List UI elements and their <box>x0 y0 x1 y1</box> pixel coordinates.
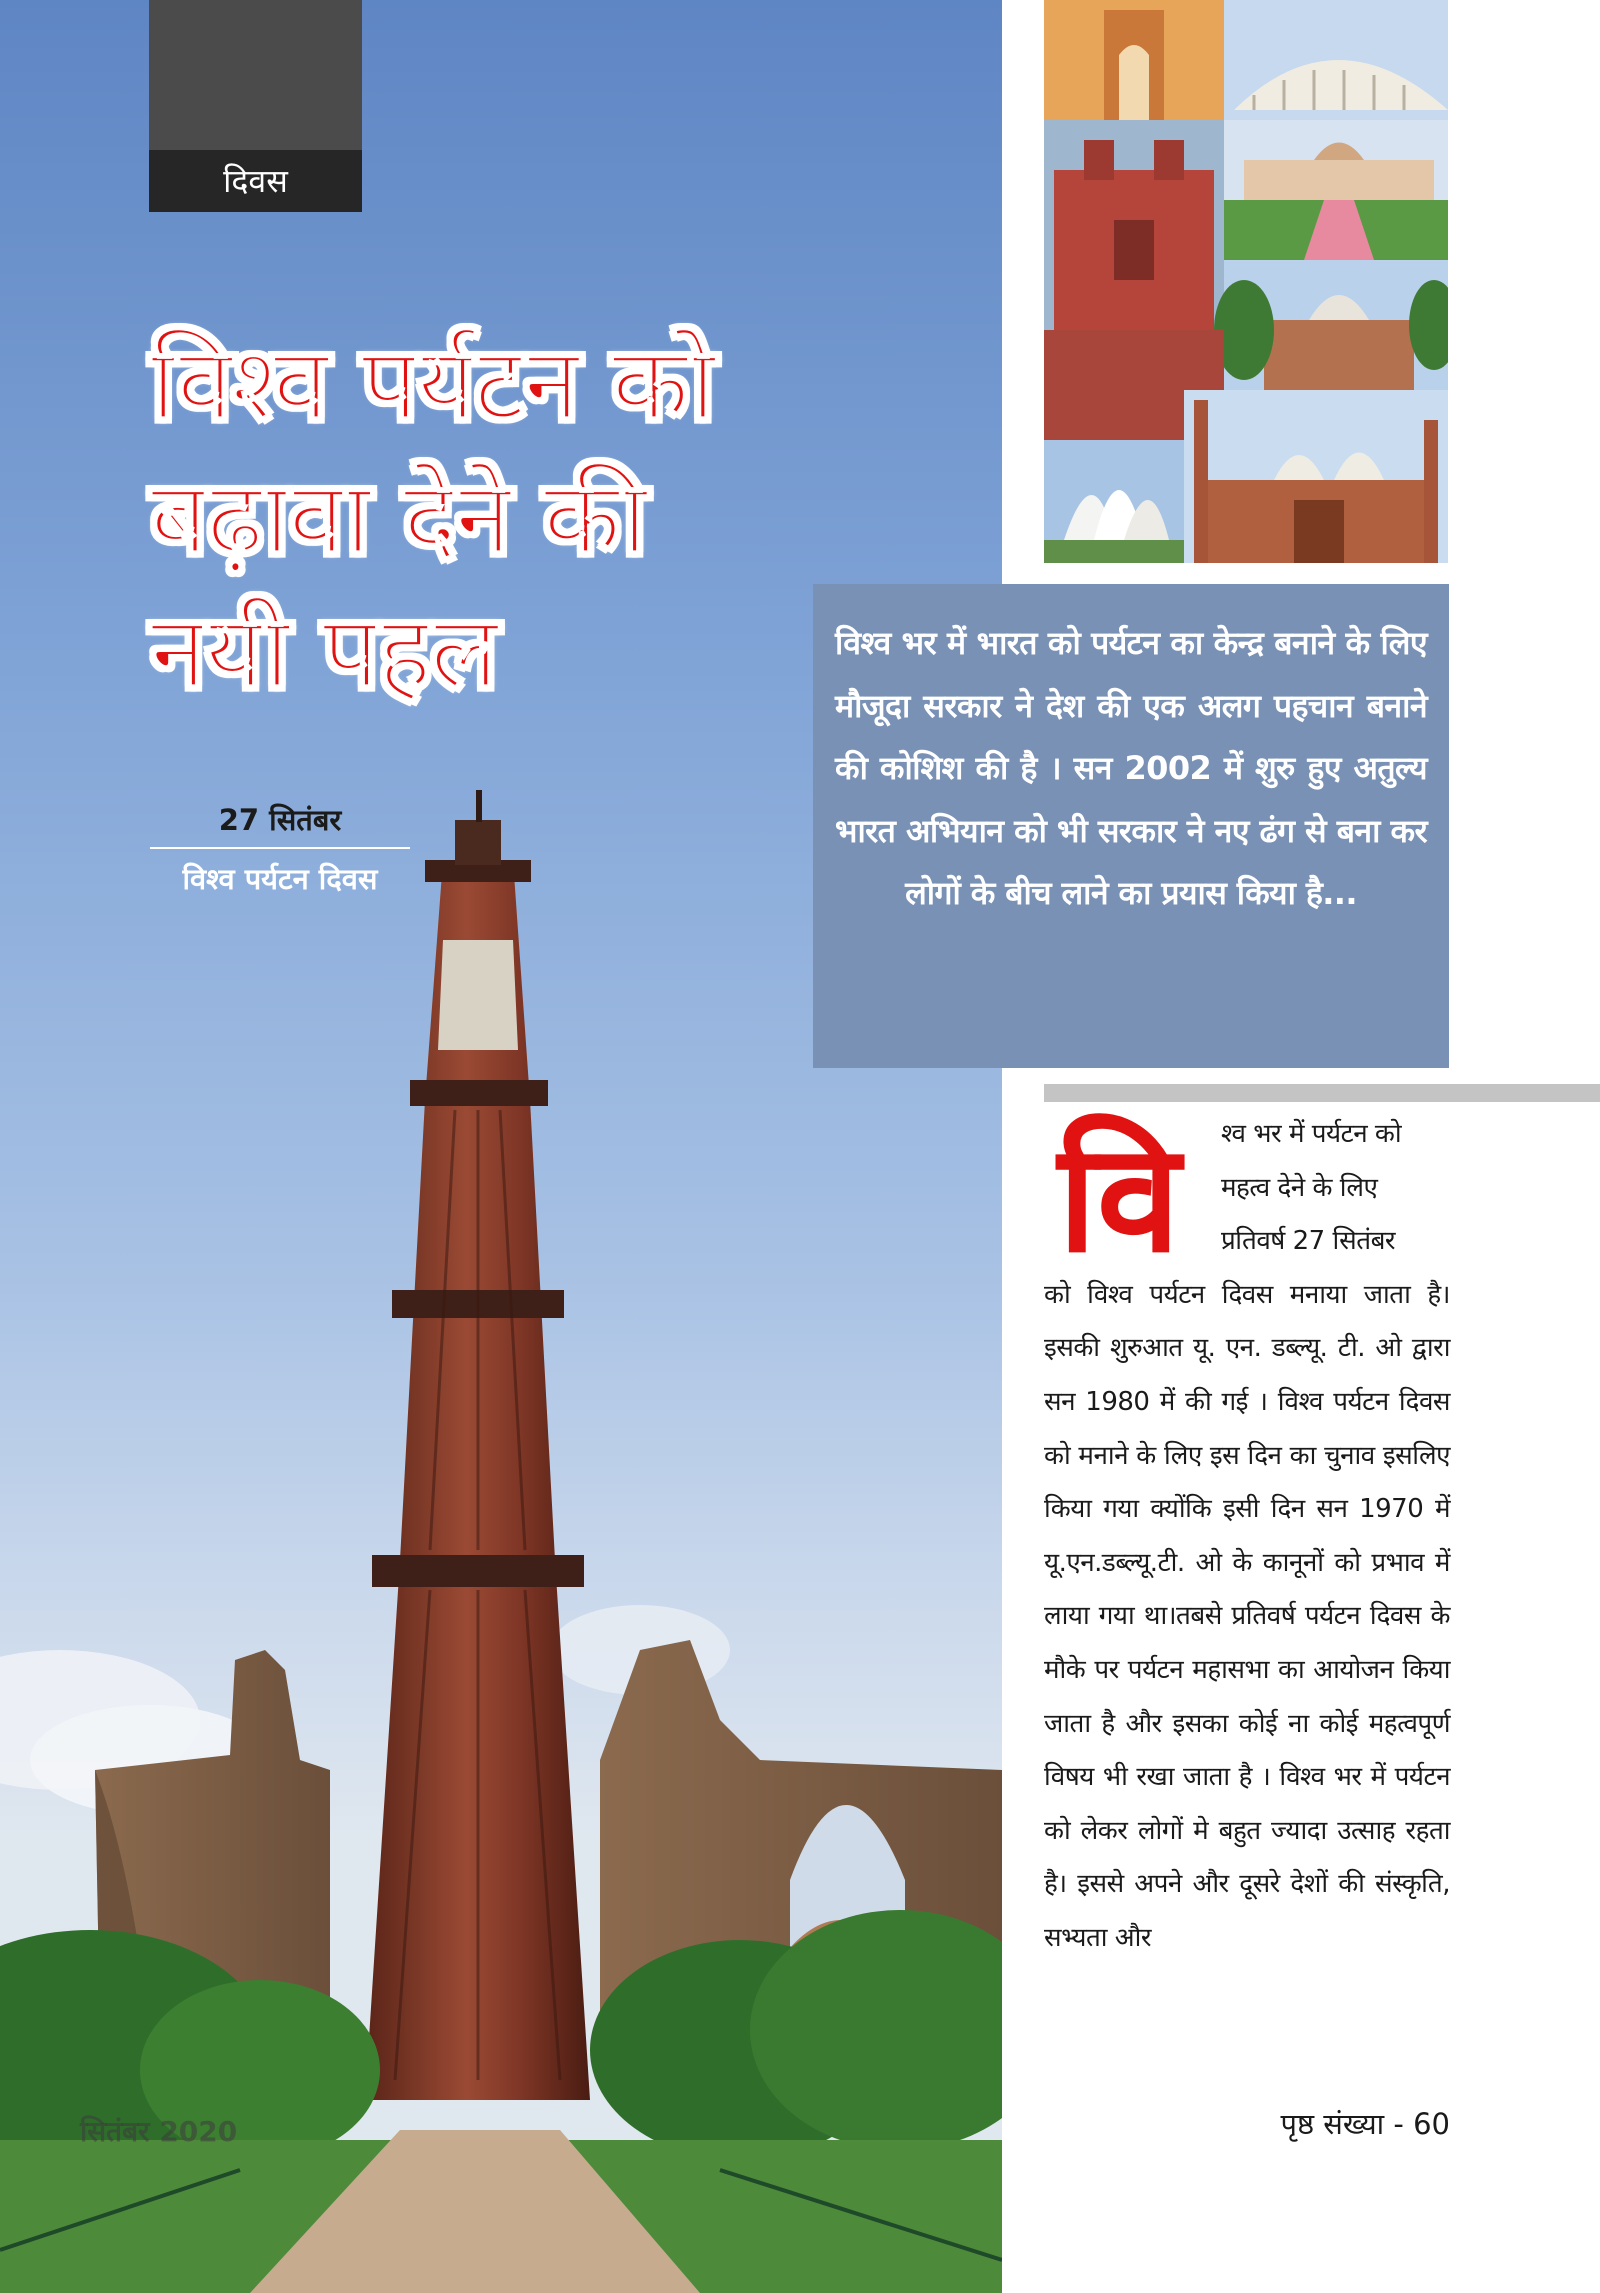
intro-line-2: महत्व देने के लिए <box>1221 1172 1378 1203</box>
divider <box>1044 1084 1600 1102</box>
intro-line-1: श्व भर में पर्यटन को <box>1221 1119 1402 1149</box>
event-name: विश्व पर्यटन दिवस <box>182 862 378 896</box>
drop-cap: वि <box>1057 1112 1181 1286</box>
issue-label: सितंबर 2020 <box>80 2115 238 2148</box>
monuments-collage <box>1044 0 1448 563</box>
collage-illustration <box>1044 0 1448 563</box>
event-date: 27 सितंबर <box>150 800 410 849</box>
headline-line-1: विश्व पर्यटन को <box>150 325 715 444</box>
section-tab <box>149 0 362 212</box>
section-label: दिवस <box>149 150 362 212</box>
headline-line-3: नयी पहल <box>150 593 497 712</box>
page-number: पृष्ठ संख्या - 60 <box>1280 2107 1450 2141</box>
headline-line-2: बढ़ावा देने की <box>150 459 646 578</box>
article-intro <box>1221 1108 1450 1269</box>
event-date-block <box>150 800 410 898</box>
intro-line-3: प्रतिवर्ष 27 सितंबर <box>1221 1226 1396 1257</box>
article-text: को विश्व पर्यटन दिवस मनाया जाता है। इसकी शुरुआत यू. एन. डब्ल्यू. टी. ओ द्वारा सन 1980 में की गई । विश्व पर्यटन दिवस को मनाने के लिए इस दिन का चुनाव इसलिए किया गया क्योंकि इसी दिन सन 1970 में यू.एन.डब्ल्यू.टी. ओ के कानूनों को प्रभाव में लाया गया था।तबसे प्रतिवर्ष पर्यटन दिवस के मौके पर पर्यटन महासभा का आयोजन किया जाता है और इसका कोई ना कोई महत्वपूर्ण विषय भी रखा जाता है । विश्व भर में पर्यटन को लेकर लोगों मे बहुत ज्यादा उत्साह रहता है। इससे अपने और दूसरे देशों की संस्कृति, सभ्यता और <box>1044 1279 1450 1953</box>
article-body <box>1044 1108 1450 1966</box>
pull-quote: विश्व भर में भारत को पर्यटन का केन्द्र बनाने के लिए मौजूदा सरकार ने देश की एक अलग पहचान बनाने की कोशिश की है । सन 2002 में शुरु हुए अतुल्य भारत अभियान को भी सरकार ने नए ढंग से बना कर लोगों के बीच लाने का प्रयास किया है... <box>813 584 1449 1068</box>
